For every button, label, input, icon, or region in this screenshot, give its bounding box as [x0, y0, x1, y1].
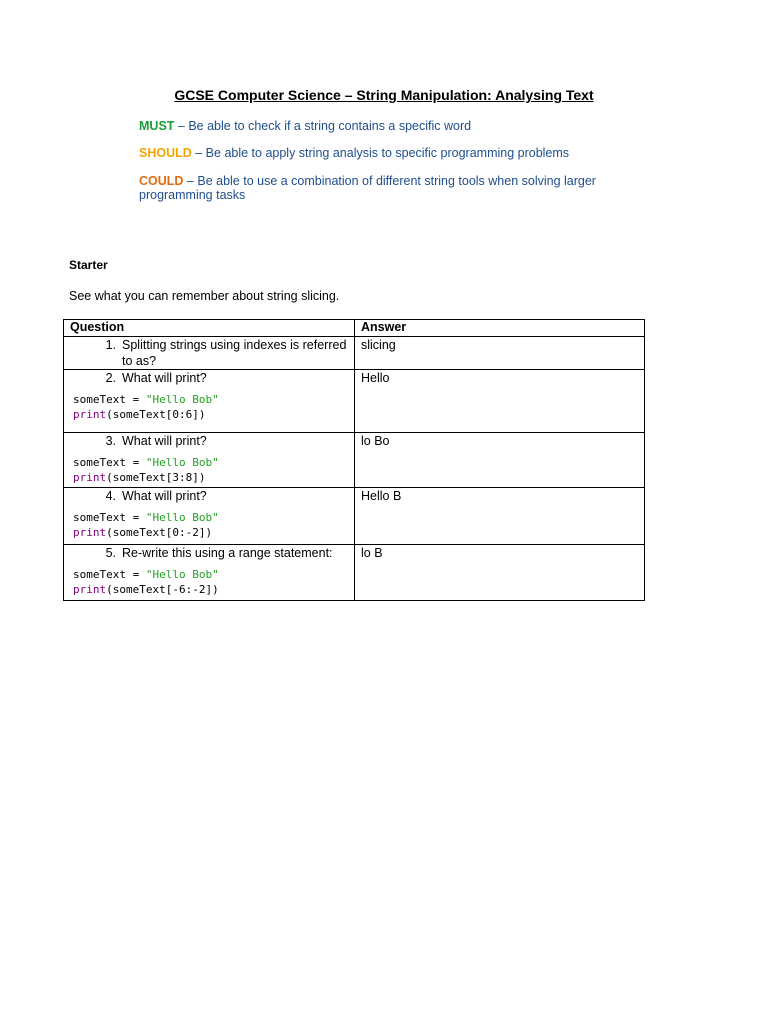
question-cell — [64, 433, 355, 488]
code-variable: someText — [73, 393, 126, 406]
starter-heading: Starter — [69, 258, 108, 272]
question-text: What will print? — [122, 489, 207, 503]
objective-level-should: SHOULD — [139, 146, 192, 160]
answer-text: lo B — [361, 546, 383, 560]
answer-cell — [355, 370, 645, 433]
code-string: "Hello Bob" — [145, 568, 219, 581]
answer-text: lo Bo — [361, 434, 390, 448]
code-function: print — [73, 583, 107, 596]
table-row — [64, 370, 645, 433]
code-variable: someText — [73, 511, 126, 524]
code-argument: (someText[-6:-2]) — [106, 583, 219, 596]
table-row — [64, 488, 645, 545]
code-operator: = — [125, 456, 146, 469]
objective-level-could: COULD — [139, 174, 184, 188]
answer-text: slicing — [361, 338, 396, 352]
question-number: 4. — [105, 489, 116, 503]
question-number: 2. — [105, 371, 116, 385]
answer-text: Hello B — [361, 489, 402, 503]
objective-must — [139, 119, 639, 133]
code-operator: = — [125, 568, 146, 581]
code-function: print — [73, 408, 107, 421]
objective-text-should: – Be able to apply string analysis to specific programming problems — [191, 146, 570, 160]
code-variable: someText — [73, 568, 126, 581]
code-operator: = — [125, 393, 146, 406]
question-text: Splitting strings using indexes is referred to as? — [122, 338, 347, 368]
question-text: Re-write this using a range statement: — [122, 546, 333, 560]
question-text: What will print? — [122, 434, 207, 448]
answer-text: Hello — [361, 371, 390, 385]
objective-text-could: – Be able to use a combination of different string tools when solving larger programming tasks — [139, 174, 596, 202]
code-string: "Hello Bob" — [145, 511, 219, 524]
objective-level-must: MUST — [139, 119, 175, 133]
code-snippet — [70, 455, 354, 485]
header-answer: Answer — [355, 320, 645, 337]
code-snippet — [70, 567, 354, 597]
answer-cell — [355, 337, 645, 370]
question-cell — [64, 337, 355, 370]
page-title: GCSE Computer Science – String Manipulation: Analysing Text — [174, 87, 594, 103]
question-cell — [64, 370, 355, 433]
question-number: 5. — [105, 546, 116, 560]
answer-cell — [355, 488, 645, 545]
code-function: print — [73, 471, 107, 484]
table-row — [64, 337, 645, 370]
code-argument: (someText[3:8]) — [106, 471, 206, 484]
objective-text-must: – Be able to check if a string contains a specific word — [174, 119, 472, 133]
table-row — [64, 545, 645, 601]
code-snippet — [70, 392, 354, 422]
question-text: What will print? — [122, 371, 207, 385]
question-cell — [64, 545, 355, 601]
objective-should — [139, 146, 639, 160]
starter-table — [63, 319, 645, 601]
question-number: 3. — [105, 434, 116, 448]
objective-could — [139, 174, 639, 202]
starter-intro: See what you can remember about string slicing. — [69, 289, 340, 303]
code-function: print — [73, 526, 107, 539]
answer-cell — [355, 433, 645, 488]
code-argument: (someText[0:6]) — [106, 408, 206, 421]
code-string: "Hello Bob" — [145, 456, 219, 469]
answer-cell — [355, 545, 645, 601]
question-cell — [64, 488, 355, 545]
code-snippet — [70, 510, 354, 540]
code-variable: someText — [73, 456, 126, 469]
code-argument: (someText[0:-2]) — [106, 526, 213, 539]
table-row — [64, 433, 645, 488]
code-operator: = — [125, 511, 146, 524]
header-question: Question — [64, 320, 355, 337]
table-header-row — [64, 320, 645, 337]
code-string: "Hello Bob" — [145, 393, 219, 406]
question-number: 1. — [105, 338, 116, 352]
